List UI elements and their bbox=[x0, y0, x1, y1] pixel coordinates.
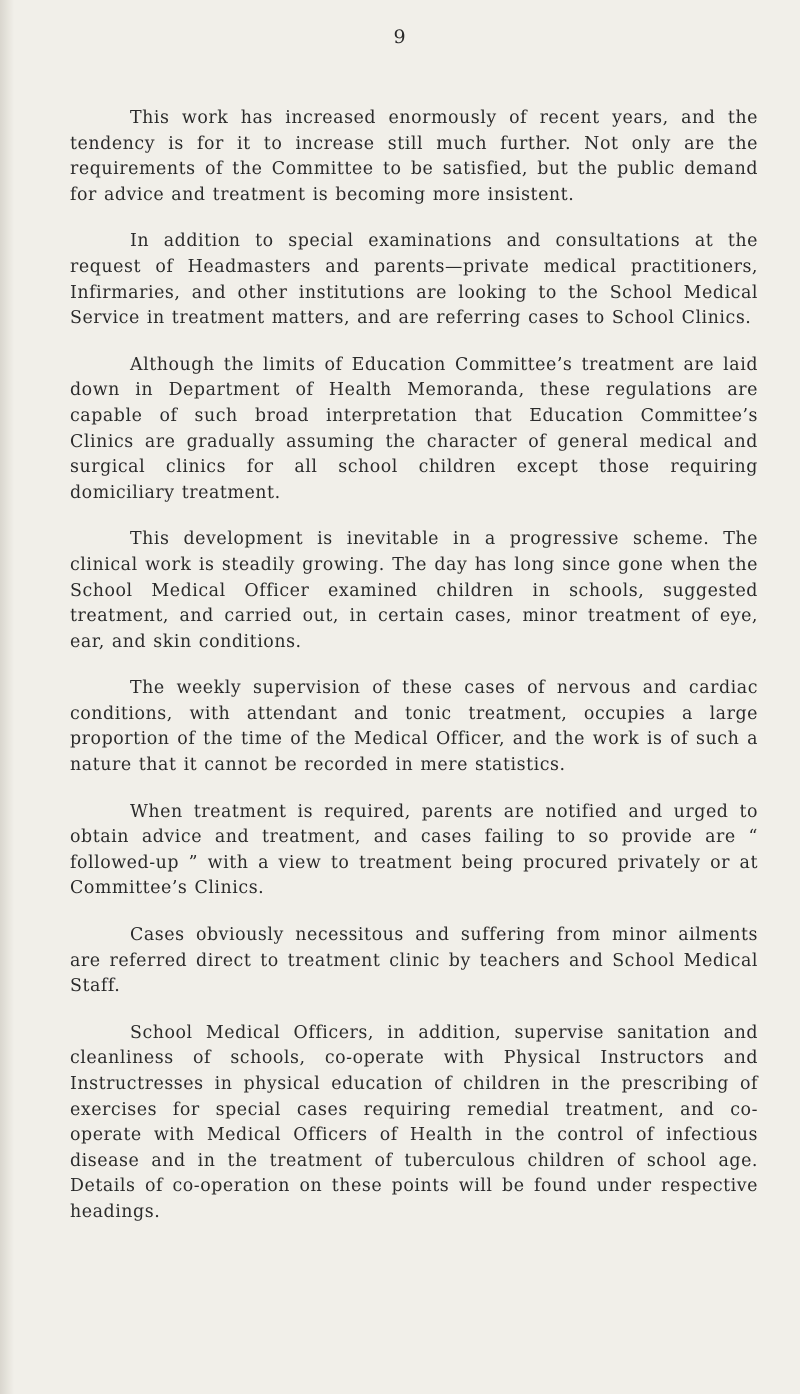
body-text bbox=[70, 106, 758, 1247]
paragraph-7: Cases obviously necessitous and suffering from minor ailments are referred direct to treatment clinic by teachers and School Medical Staff. bbox=[70, 925, 758, 997]
paragraph-8: School Medical Officers, in addition, supervise sanitation and cleanliness of schools, co-operate with Physical Instructors and Instructresses in physical education of children in the prescribing of exercises for special cases requiring remedial treatment, and co-operate with Medical Officers of Health in the control of infectious disease and in the treatment of tuberculous children of school age. Details of co-operation on these points will be found under respective headings. bbox=[70, 1022, 758, 1222]
paragraph-3: Although the limits of Education Committee’s treatment are laid down in Department of Health Memoranda, these regulations are capable of such broad interpretation that Education Committee’s Clinics are gradually assuming the character of general medical and surgical clinics for all school children except those requiring domiciliary treatment. bbox=[70, 354, 758, 503]
page-edge-shadow bbox=[0, 0, 14, 1394]
paragraph-5: The weekly supervision of these cases of nervous and cardiac conditions, with attendant and tonic treatment, occupies a large proportion of the time of the Medical Officer, and the work is of such a nature that it cannot be recorded in mere statistics. bbox=[70, 678, 758, 776]
paragraph-2: In addition to special examinations and consultations at the request of Headmasters and parents—private medical practitioners, Infirmaries, and other institutions are looking to the School Medical Service in treatment matters, and are referring cases to School Clinics. bbox=[70, 231, 758, 329]
paragraph-4: This development is inevitable in a progressive scheme. The clinical work is steadily growing. The day has long since gone when the School Medical Officer examined children in schools, suggested treatment, and carried out, in certain cases, minor treatment of eye, ear, and skin conditions. bbox=[70, 529, 758, 652]
page-number: 9 bbox=[393, 26, 407, 48]
paragraph-6: When treatment is required, parents are notified and urged to obtain advice and treatment, and cases failing to so provide are “ followed-up ” with a view to treatment being procured privately or at Committee’s Clinics. bbox=[70, 801, 758, 899]
paragraph-1: This work has increased enormously of recent years, and the tendency is for it to increase still much further. Not only are the requirements of the Committee to be satisfied, but the public demand for advice and treatment is becoming more insistent. bbox=[70, 108, 758, 205]
